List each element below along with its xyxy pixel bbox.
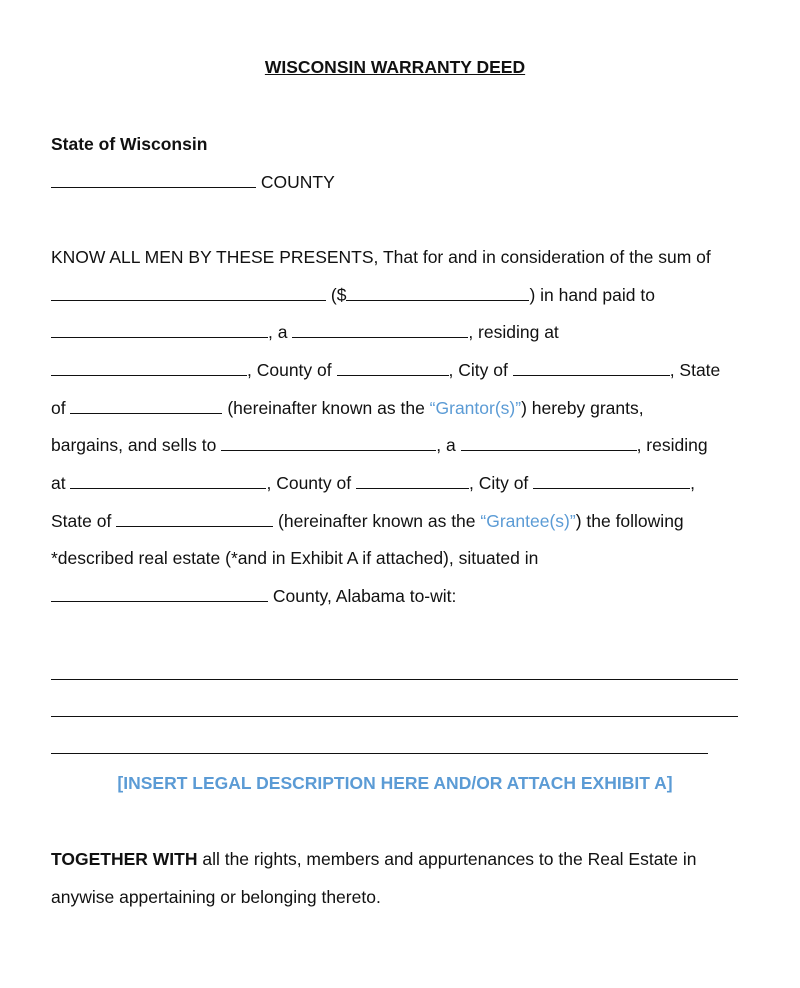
together-with-line-2: anywise appertaining or belonging thereto. [51,887,381,907]
clause-line-8 [51,510,684,532]
grantee-county-blank[interactable] [356,472,469,489]
text-fragment: , residing [636,435,708,455]
text-fragment: , County of [266,473,356,493]
text-fragment: State of [51,511,117,531]
legal-description-line-1[interactable] [51,679,738,680]
text-fragment: at [51,473,71,493]
grantor-name-blank[interactable] [51,321,268,338]
grantor-city-blank[interactable] [513,359,670,376]
grantee-state-blank[interactable] [116,510,273,527]
text-fragment: , City of [468,473,534,493]
clause-line-7 [51,472,695,494]
county-blank[interactable] [51,171,256,188]
insert-legal-description-note: [INSERT LEGAL DESCRIPTION HERE AND/OR ATTACH EXHIBIT A] [117,773,673,793]
grantor-state-blank[interactable] [70,397,222,414]
grantor-county-blank[interactable] [337,359,449,376]
text-fragment: ) the following [575,511,684,531]
consideration-words-blank[interactable] [51,284,326,301]
grantor-status-blank[interactable] [292,321,468,338]
grantor-address-blank[interactable] [51,359,247,376]
clause-line-1: KNOW ALL MEN BY THESE PRESENTS, That for and in consideration of the sum of [51,247,711,267]
text-fragment: County, Alabama to-wit: [268,586,457,606]
grantee-name-blank[interactable] [221,434,436,451]
clause-line-6 [51,434,708,456]
county-line [51,171,335,193]
grantee-address-blank[interactable] [70,472,266,489]
text-fragment: ) hereby grants, [521,398,644,418]
clause-line-9: *described real estate (*and in Exhibit A if attached), situated in [51,548,539,568]
legal-description-line-3[interactable] [51,753,708,754]
consideration-amount-blank[interactable] [346,284,529,301]
grantee-status-blank[interactable] [461,434,637,451]
grantee-city-blank[interactable] [533,472,690,489]
text-fragment: all the rights, members and appurtenances to the Real Estate in [197,849,697,869]
together-with-heading: TOGETHER WITH [51,849,198,869]
state-heading: State of Wisconsin [51,134,208,154]
clause-line-10 [51,585,456,607]
text-fragment: (hereinafter known as the [273,511,481,531]
text-fragment: ($ [326,285,347,305]
text-fragment: , residing at [468,322,559,342]
grantor-term: “Grantor(s)” [429,398,522,418]
together-with-line-1 [51,848,697,870]
text-fragment: of [51,398,71,418]
grantee-term: “Grantee(s)” [480,511,576,531]
property-county-blank[interactable] [51,585,268,602]
legal-description-line-2[interactable] [51,716,738,717]
text-fragment: , [690,473,696,493]
text-fragment: , County of [247,360,337,380]
text-fragment: , State [669,360,721,380]
text-fragment: , a [436,435,461,455]
text-fragment: bargains, and sells to [51,435,222,455]
text-fragment: (hereinafter known as the [222,398,430,418]
clause-line-2 [51,284,655,306]
text-fragment: , City of [448,360,513,380]
document-title: WISCONSIN WARRANTY DEED [264,57,526,77]
clause-line-3 [51,321,559,343]
text-fragment: , a [268,322,293,342]
text-fragment: ) in hand paid to [529,285,655,305]
county-label: COUNTY [256,172,335,192]
clause-line-5 [51,397,644,419]
clause-line-4 [51,359,720,381]
